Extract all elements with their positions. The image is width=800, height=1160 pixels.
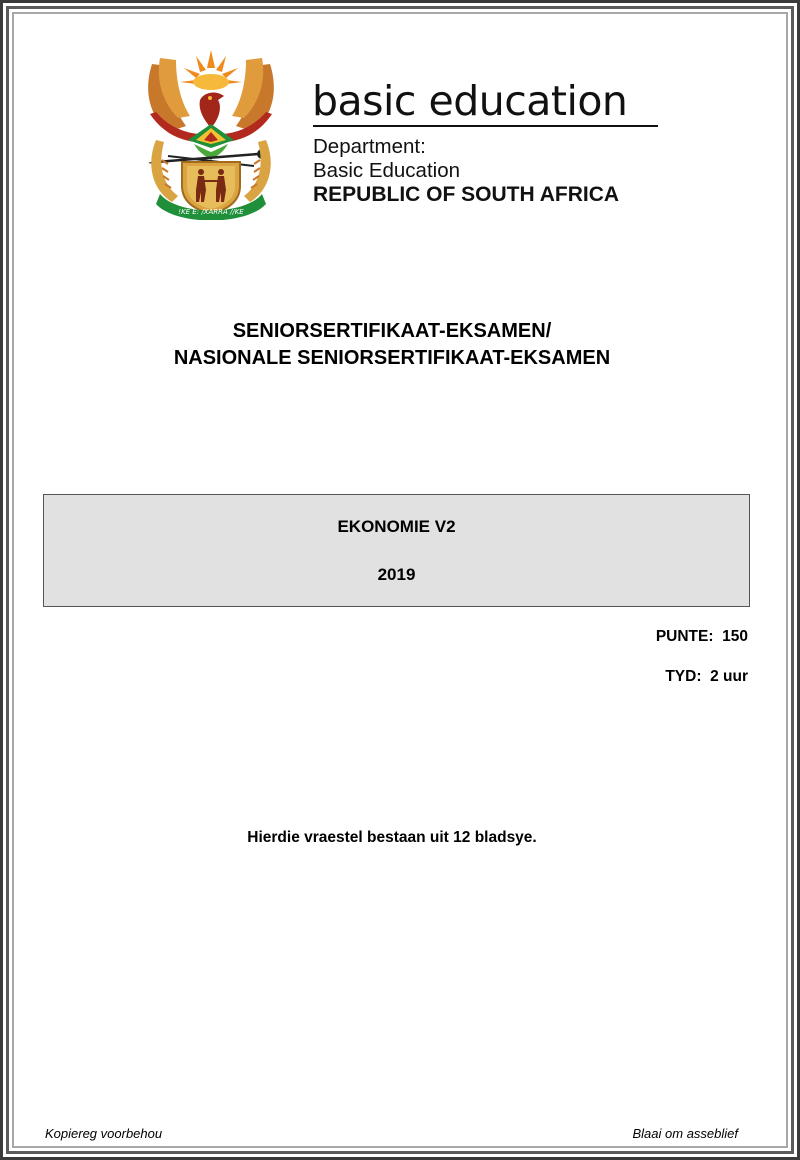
brand-title: basic education [312,77,628,125]
marks-label: PUNTE: 150 [655,628,748,645]
time-label: TYD: 2 uur [665,668,748,685]
subject-name: EKONOMIE V2 [337,517,456,536]
footer-turn-over: Blaai om asseblief [632,1126,738,1141]
exam-title-line-2: NASIONALE SENIORSERTIFIKAAT-EKSAMEN [173,347,611,369]
brand-divider [313,125,658,127]
department-name: Basic Education [313,159,461,182]
page-count-note: Hierdie vraestel bestaan uit 12 bladsye. [247,829,537,846]
exam-year: 2019 [377,565,416,584]
country-name: REPUBLIC OF SOUTH AFRICA [313,183,620,206]
footer-copyright: Kopiereg voorbehou [45,1126,163,1141]
subject-box [43,494,750,607]
svg-text:!KE E: /XARRA //KE: !KE E: /XARRA //KE [178,208,244,216]
exam-title-line-1: SENIORSERTIFIKAAT-EKSAMEN/ [232,320,552,342]
coat-of-arms-icon [138,44,284,220]
department-label: Department: [313,135,426,158]
